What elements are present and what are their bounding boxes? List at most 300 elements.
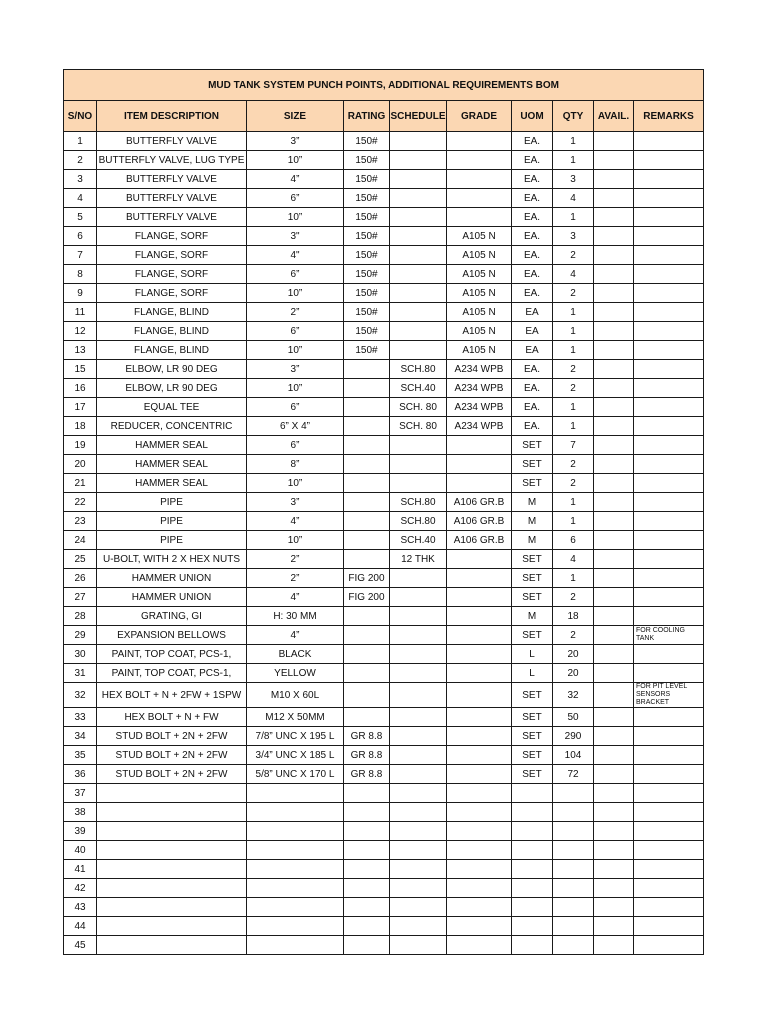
col-sno-cell: 6 [64, 227, 97, 246]
col-rating-cell [344, 822, 390, 841]
col-avail-cell [594, 803, 634, 822]
col-grade-cell [447, 746, 512, 765]
col-item-description-header: ITEM DESCRIPTION [97, 101, 247, 132]
col-rating-cell [344, 607, 390, 626]
col-item-description-cell: FLANGE, SORF [97, 227, 247, 246]
col-remarks-cell [634, 708, 704, 727]
table-row [64, 189, 704, 208]
table-row [64, 784, 704, 803]
col-size-cell: H: 30 MM [247, 607, 344, 626]
col-uom-cell: SET [512, 569, 553, 588]
table-row [64, 822, 704, 841]
col-rating-cell [344, 360, 390, 379]
col-qty-cell: 290 [553, 727, 594, 746]
col-avail-cell [594, 227, 634, 246]
col-sno-cell: 29 [64, 626, 97, 645]
col-size-cell: 6” [247, 398, 344, 417]
col-grade-cell [447, 860, 512, 879]
col-avail-cell [594, 170, 634, 189]
col-uom-cell: M [512, 531, 553, 550]
table-row [64, 708, 704, 727]
col-remarks-cell [634, 189, 704, 208]
col-uom-cell: M [512, 512, 553, 531]
table-row [64, 417, 704, 436]
col-item-description-cell: HAMMER SEAL [97, 474, 247, 493]
col-qty-cell: 6 [553, 531, 594, 550]
col-qty-cell: 4 [553, 189, 594, 208]
col-rating-cell [344, 664, 390, 683]
col-avail-cell [594, 860, 634, 879]
col-uom-cell: M [512, 493, 553, 512]
col-remarks-cell [634, 208, 704, 227]
col-item-description-cell: U-BOLT, WITH 2 X HEX NUTS [97, 550, 247, 569]
col-schedule-cell [390, 765, 447, 784]
col-avail-cell [594, 208, 634, 227]
col-remarks-cell [634, 746, 704, 765]
col-uom-cell: EA. [512, 284, 553, 303]
col-sno-header: S/NO [64, 101, 97, 132]
table-row [64, 746, 704, 765]
col-qty-cell: 1 [553, 569, 594, 588]
col-sno-cell: 5 [64, 208, 97, 227]
table-row [64, 474, 704, 493]
col-grade-cell: A105 N [447, 265, 512, 284]
col-rating-cell [344, 841, 390, 860]
table-row [64, 246, 704, 265]
col-rating-cell: 150# [344, 227, 390, 246]
col-sno-cell: 26 [64, 569, 97, 588]
table-row [64, 512, 704, 531]
col-remarks-cell [634, 398, 704, 417]
col-grade-cell: A106 GR.B [447, 512, 512, 531]
col-schedule-cell [390, 626, 447, 645]
bom-table [63, 69, 704, 955]
col-item-description-cell: BUTTERFLY VALVE [97, 208, 247, 227]
col-uom-cell: SET [512, 436, 553, 455]
table-row [64, 550, 704, 569]
table-row [64, 898, 704, 917]
col-size-cell: 6” [247, 189, 344, 208]
col-avail-cell [594, 474, 634, 493]
col-rating-cell [344, 683, 390, 708]
col-sno-cell: 2 [64, 151, 97, 170]
col-schedule-cell [390, 860, 447, 879]
col-qty-cell [553, 841, 594, 860]
col-rating-cell [344, 860, 390, 879]
col-avail-cell [594, 398, 634, 417]
col-sno-cell: 9 [64, 284, 97, 303]
col-schedule-cell [390, 879, 447, 898]
col-size-cell: M10 X 60L [247, 683, 344, 708]
col-schedule-cell [390, 189, 447, 208]
col-item-description-cell: HAMMER SEAL [97, 436, 247, 455]
col-item-description-cell: PIPE [97, 512, 247, 531]
col-sno-cell: 24 [64, 531, 97, 550]
col-rating-cell [344, 493, 390, 512]
col-rating-cell: 150# [344, 246, 390, 265]
table-row [64, 588, 704, 607]
col-uom-cell: SET [512, 727, 553, 746]
col-uom-cell: EA. [512, 227, 553, 246]
col-schedule-cell [390, 898, 447, 917]
col-qty-cell: 1 [553, 512, 594, 531]
col-qty-cell [553, 879, 594, 898]
col-rating-cell [344, 626, 390, 645]
col-size-cell: 4” [247, 170, 344, 189]
col-uom-cell [512, 803, 553, 822]
col-remarks-cell [634, 645, 704, 664]
col-qty-cell: 2 [553, 246, 594, 265]
col-schedule-cell [390, 569, 447, 588]
col-uom-cell: L [512, 664, 553, 683]
col-grade-cell [447, 474, 512, 493]
col-schedule-cell [390, 822, 447, 841]
col-size-cell: 6” [247, 265, 344, 284]
col-qty-cell [553, 784, 594, 803]
col-sno-cell: 22 [64, 493, 97, 512]
col-avail-cell [594, 303, 634, 322]
col-item-description-cell [97, 822, 247, 841]
col-avail-cell [594, 626, 634, 645]
col-uom-cell: EA. [512, 132, 553, 151]
col-grade-cell: A234 WPB [447, 360, 512, 379]
col-size-cell: 8” [247, 455, 344, 474]
col-schedule-cell [390, 246, 447, 265]
col-size-cell: 10” [247, 379, 344, 398]
col-grade-cell: A105 N [447, 341, 512, 360]
col-sno-cell: 15 [64, 360, 97, 379]
table-row [64, 341, 704, 360]
col-qty-cell: 2 [553, 626, 594, 645]
col-grade-cell [447, 189, 512, 208]
col-qty-cell [553, 860, 594, 879]
col-item-description-cell: GRATING, GI [97, 607, 247, 626]
col-avail-header: AVAIL. [594, 101, 634, 132]
col-sno-cell: 3 [64, 170, 97, 189]
table-row [64, 360, 704, 379]
col-qty-cell: 1 [553, 417, 594, 436]
col-grade-cell [447, 626, 512, 645]
col-schedule-cell [390, 607, 447, 626]
table-row [64, 284, 704, 303]
col-rating-cell: 150# [344, 170, 390, 189]
col-item-description-cell: PIPE [97, 531, 247, 550]
col-grade-cell [447, 727, 512, 746]
col-qty-cell: 1 [553, 303, 594, 322]
col-item-description-cell [97, 803, 247, 822]
col-sno-cell: 43 [64, 898, 97, 917]
col-uom-cell [512, 822, 553, 841]
col-remarks-cell [634, 879, 704, 898]
table-row [64, 683, 704, 708]
col-remarks-cell [634, 265, 704, 284]
table-row [64, 664, 704, 683]
col-schedule-cell [390, 727, 447, 746]
col-grade-header: GRADE [447, 101, 512, 132]
col-avail-cell [594, 708, 634, 727]
col-uom-cell: SET [512, 626, 553, 645]
col-rating-cell [344, 898, 390, 917]
col-remarks-cell [634, 898, 704, 917]
col-remarks-cell [634, 784, 704, 803]
col-size-cell [247, 784, 344, 803]
table-row [64, 208, 704, 227]
col-size-header: SIZE [247, 101, 344, 132]
col-grade-cell [447, 917, 512, 936]
col-uom-cell: EA. [512, 246, 553, 265]
col-remarks-cell: FOR COOLING TANK [634, 626, 704, 645]
table-row [64, 626, 704, 645]
table-row [64, 436, 704, 455]
col-qty-cell [553, 822, 594, 841]
col-uom-cell: EA [512, 322, 553, 341]
col-rating-cell [344, 474, 390, 493]
col-schedule-cell [390, 436, 447, 455]
col-uom-cell: EA. [512, 360, 553, 379]
col-sno-cell: 1 [64, 132, 97, 151]
col-remarks-cell [634, 512, 704, 531]
col-uom-cell: EA. [512, 189, 553, 208]
col-qty-cell: 72 [553, 765, 594, 784]
col-uom-cell: EA [512, 303, 553, 322]
col-remarks-cell [634, 607, 704, 626]
col-sno-cell: 25 [64, 550, 97, 569]
col-avail-cell [594, 512, 634, 531]
col-uom-cell: EA. [512, 151, 553, 170]
col-grade-cell: A105 N [447, 227, 512, 246]
col-schedule-cell [390, 588, 447, 607]
col-item-description-cell: PAINT, TOP COAT, PCS-1, [97, 664, 247, 683]
col-remarks-cell [634, 227, 704, 246]
col-schedule-cell: SCH.40 [390, 531, 447, 550]
table-row [64, 227, 704, 246]
col-qty-cell: 2 [553, 379, 594, 398]
col-size-cell: 3” [247, 493, 344, 512]
col-avail-cell [594, 898, 634, 917]
col-item-description-cell: REDUCER, CONCENTRIC [97, 417, 247, 436]
col-grade-cell: A234 WPB [447, 379, 512, 398]
col-qty-cell: 32 [553, 683, 594, 708]
col-grade-cell [447, 550, 512, 569]
table-row [64, 531, 704, 550]
col-size-cell: 10” [247, 284, 344, 303]
table-row [64, 493, 704, 512]
col-avail-cell [594, 341, 634, 360]
col-sno-cell: 31 [64, 664, 97, 683]
col-avail-cell [594, 645, 634, 664]
table-row [64, 170, 704, 189]
col-qty-cell: 2 [553, 360, 594, 379]
col-qty-cell [553, 898, 594, 917]
col-rating-cell: 150# [344, 341, 390, 360]
col-grade-cell [447, 936, 512, 955]
col-avail-cell [594, 531, 634, 550]
col-schedule-cell [390, 683, 447, 708]
col-remarks-cell [634, 170, 704, 189]
table-row [64, 398, 704, 417]
col-item-description-cell: STUD BOLT + 2N + 2FW [97, 765, 247, 784]
col-qty-cell: 1 [553, 322, 594, 341]
col-rating-cell [344, 398, 390, 417]
col-schedule-cell [390, 708, 447, 727]
col-remarks-cell [634, 322, 704, 341]
col-rating-cell: FIG 200 [344, 569, 390, 588]
col-uom-cell: EA. [512, 417, 553, 436]
col-avail-cell [594, 588, 634, 607]
col-size-cell: 2” [247, 303, 344, 322]
col-item-description-cell: EXPANSION BELLOWS [97, 626, 247, 645]
col-remarks-cell [634, 917, 704, 936]
col-schedule-cell [390, 265, 447, 284]
table-body [64, 132, 704, 955]
col-uom-cell: SET [512, 455, 553, 474]
col-remarks-cell [634, 360, 704, 379]
col-size-cell: 3" [247, 227, 344, 246]
col-sno-cell: 32 [64, 683, 97, 708]
col-schedule-cell [390, 227, 447, 246]
col-avail-cell [594, 246, 634, 265]
col-rating-cell: GR 8.8 [344, 746, 390, 765]
col-item-description-cell: FLANGE, BLIND [97, 322, 247, 341]
table-row [64, 860, 704, 879]
col-sno-cell: 34 [64, 727, 97, 746]
table-row [64, 455, 704, 474]
col-qty-cell: 2 [553, 284, 594, 303]
col-sno-cell: 42 [64, 879, 97, 898]
col-sno-cell: 40 [64, 841, 97, 860]
col-uom-cell: M [512, 607, 553, 626]
col-schedule-cell [390, 917, 447, 936]
col-schedule-cell: 12 THK [390, 550, 447, 569]
col-size-cell: 2” [247, 569, 344, 588]
col-size-cell: 5/8” UNC X 170 L [247, 765, 344, 784]
col-remarks-cell [634, 569, 704, 588]
col-remarks-cell [634, 727, 704, 746]
col-remarks-cell [634, 151, 704, 170]
col-avail-cell [594, 683, 634, 708]
col-item-description-cell [97, 936, 247, 955]
col-size-cell [247, 917, 344, 936]
col-qty-cell: 1 [553, 493, 594, 512]
col-rating-cell [344, 550, 390, 569]
col-uom-cell: SET [512, 474, 553, 493]
col-avail-cell [594, 284, 634, 303]
col-schedule-cell: SCH.80 [390, 512, 447, 531]
col-size-cell [247, 822, 344, 841]
col-item-description-cell: PIPE [97, 493, 247, 512]
col-uom-cell [512, 784, 553, 803]
col-remarks-cell [634, 664, 704, 683]
col-qty-cell: 1 [553, 208, 594, 227]
table-row [64, 569, 704, 588]
col-remarks-cell [634, 303, 704, 322]
col-item-description-cell [97, 879, 247, 898]
table-row [64, 379, 704, 398]
col-rating-cell [344, 803, 390, 822]
col-qty-cell [553, 917, 594, 936]
col-uom-cell: EA. [512, 170, 553, 189]
col-schedule-cell: SCH. 80 [390, 417, 447, 436]
col-rating-cell [344, 531, 390, 550]
col-grade-cell [447, 455, 512, 474]
col-avail-cell [594, 550, 634, 569]
col-size-cell: 6” [247, 436, 344, 455]
col-schedule-cell [390, 936, 447, 955]
col-schedule-cell [390, 132, 447, 151]
col-sno-cell: 35 [64, 746, 97, 765]
col-grade-cell: A105 N [447, 246, 512, 265]
col-grade-cell: A106 GR.B [447, 531, 512, 550]
col-size-cell: 2” [247, 550, 344, 569]
col-size-cell [247, 898, 344, 917]
col-item-description-cell: FLANGE, SORF [97, 284, 247, 303]
col-grade-cell: A234 WPB [447, 398, 512, 417]
col-remarks-cell [634, 474, 704, 493]
col-size-cell [247, 936, 344, 955]
col-uom-cell: SET [512, 746, 553, 765]
col-avail-cell [594, 917, 634, 936]
col-schedule-cell [390, 841, 447, 860]
col-size-cell [247, 860, 344, 879]
col-size-cell: 7/8” UNC X 195 L [247, 727, 344, 746]
col-qty-cell: 2 [553, 455, 594, 474]
document-title: MUD TANK SYSTEM PUNCH POINTS, ADDITIONAL REQUIREMENTS BOM [64, 70, 704, 101]
col-sno-cell: 4 [64, 189, 97, 208]
table-row [64, 917, 704, 936]
col-rating-cell [344, 936, 390, 955]
col-sno-cell: 44 [64, 917, 97, 936]
col-remarks-cell [634, 379, 704, 398]
col-uom-cell: SET [512, 588, 553, 607]
col-uom-cell [512, 879, 553, 898]
col-qty-cell: 104 [553, 746, 594, 765]
table-row [64, 936, 704, 955]
table-row [64, 607, 704, 626]
col-grade-cell [447, 208, 512, 227]
col-size-cell: 10” [247, 208, 344, 227]
col-size-cell [247, 841, 344, 860]
col-uom-cell: SET [512, 683, 553, 708]
col-uom-cell: EA. [512, 208, 553, 227]
col-schedule-cell [390, 208, 447, 227]
col-sno-cell: 19 [64, 436, 97, 455]
col-grade-cell [447, 822, 512, 841]
col-avail-cell [594, 189, 634, 208]
col-avail-cell [594, 841, 634, 860]
col-remarks-cell [634, 455, 704, 474]
col-uom-cell: SET [512, 765, 553, 784]
col-schedule-cell [390, 455, 447, 474]
col-item-description-cell: HAMMER UNION [97, 569, 247, 588]
col-rating-cell [344, 879, 390, 898]
col-sno-cell: 30 [64, 645, 97, 664]
col-avail-cell [594, 493, 634, 512]
col-sno-cell: 45 [64, 936, 97, 955]
col-qty-cell: 18 [553, 607, 594, 626]
col-schedule-cell [390, 746, 447, 765]
col-qty-cell: 1 [553, 398, 594, 417]
col-uom-cell [512, 860, 553, 879]
col-grade-cell [447, 645, 512, 664]
col-item-description-cell: FLANGE, SORF [97, 265, 247, 284]
col-grade-cell [447, 803, 512, 822]
col-size-cell [247, 803, 344, 822]
col-item-description-cell: FLANGE, BLIND [97, 303, 247, 322]
col-rating-cell: FIG 200 [344, 588, 390, 607]
col-sno-cell: 12 [64, 322, 97, 341]
col-qty-cell [553, 936, 594, 955]
col-rating-cell [344, 917, 390, 936]
